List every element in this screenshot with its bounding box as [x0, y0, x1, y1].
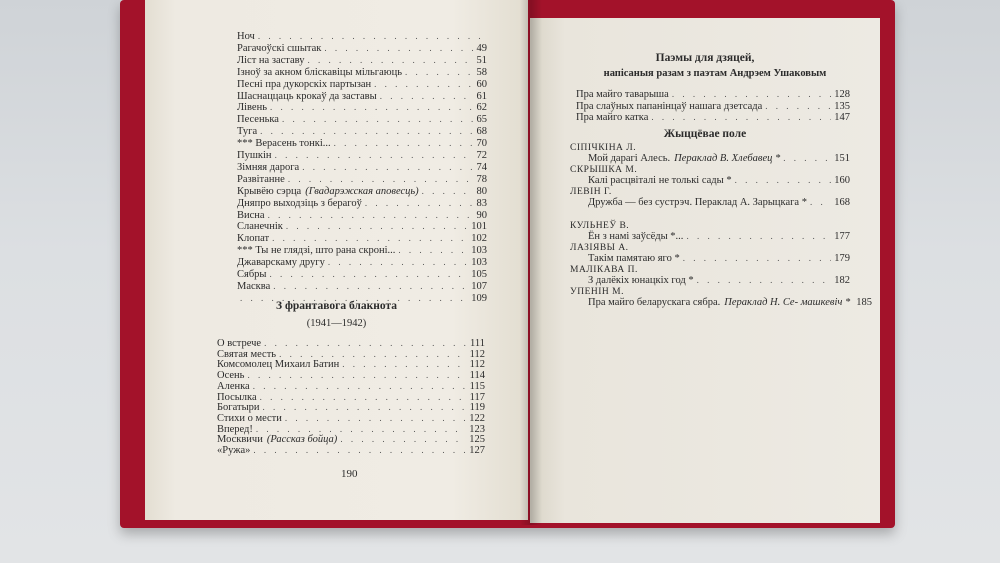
toc-entry-page: 72: [476, 150, 487, 161]
toc-entry-title: Вперед!: [217, 423, 253, 435]
section2-title: Жыццёвае поле: [663, 128, 747, 140]
toc-entry-page: 109: [471, 292, 487, 304]
toc-entry-page: 103: [471, 257, 487, 269]
toc-entry-note: (Гвадарэжская аповесць): [305, 185, 419, 197]
leader-dots: [268, 209, 474, 221]
leader-dots: [672, 88, 831, 100]
toc-entry-note: (Рассказ бойца): [266, 434, 338, 446]
author-name: СІПІЧКІНА Л.: [570, 143, 637, 153]
leader-dots: [302, 161, 473, 173]
leader-dots: [275, 149, 474, 161]
toc-entry-title: Джаварскаму другу: [237, 257, 325, 269]
toc-entry-page: 128: [834, 89, 850, 100]
toc-entry-title: Пушкін: [237, 150, 272, 161]
page-number: 190: [341, 468, 358, 480]
leader-dots: [308, 54, 474, 66]
leader-dots: [810, 196, 831, 208]
leader-dots: [405, 66, 473, 78]
toc-entry-page: 60: [476, 78, 487, 90]
toc-entry-page: 103: [471, 245, 487, 257]
leader-dots: [282, 113, 474, 125]
left-page: [145, 0, 528, 520]
toc-entry-title: Клопат: [237, 233, 270, 245]
toc-entry-page: 51: [476, 54, 487, 66]
toc-entry-note: Пераклад Н. Се- машкевіч *: [724, 297, 851, 308]
leader-dots: [765, 100, 831, 112]
toc-entry-page: 123: [469, 423, 485, 435]
toc-entry-title: Пра майго катка: [576, 112, 649, 123]
toc-entry-title: Зімняя дарога: [237, 161, 300, 173]
author-name: УПЕНІН М.: [570, 287, 624, 297]
toc-entry-title: Пра майго беларускага сябра.: [588, 297, 721, 308]
toc-entry-page: 102: [471, 233, 487, 245]
toc-entry-page: 177: [834, 231, 850, 242]
leader-dots: [398, 244, 468, 256]
toc-entry-page: 107: [471, 280, 487, 292]
leader-dots: [258, 30, 484, 42]
toc-entry-page: 135: [834, 100, 850, 112]
toc-entry-title: Сланечнік: [237, 221, 283, 233]
toc-entry-title: Ізноў за акном бліскавіцы мільгаюць: [237, 66, 403, 78]
toc-entry-page: 78: [476, 173, 487, 185]
leader-dots: [273, 280, 468, 292]
toc-entry-page: 65: [476, 114, 487, 126]
leader-dots: [324, 42, 473, 54]
toc-entry-title: Дружба — без сустрэч. Пераклад А. Зарыцкага *: [588, 197, 807, 208]
toc-entry-title: *** Ты не глядзі, што рана скроні...: [237, 245, 396, 257]
toc-entry-note: Пераклад В. Хлебавец *: [674, 153, 781, 164]
toc-entry-title: Масква: [237, 280, 271, 292]
toc-entry-title: Пра слаўных папанінцаў нашага дзетсада: [576, 100, 763, 112]
leader-dots: [422, 185, 474, 197]
toc-entry-title: Такім памятаю яго *: [588, 253, 680, 264]
book-spine-shadow: [520, 0, 542, 525]
section-title: З франтавога блакнота: [276, 300, 397, 312]
leader-dots: [253, 444, 466, 456]
toc-entry-page: 179: [834, 253, 850, 264]
author-name: ЛАЗІЯВЫ А.: [570, 243, 629, 253]
toc-entry: [588, 174, 850, 187]
toc-entry-page: 49: [476, 42, 487, 54]
toc-entry-page: 185: [856, 297, 872, 308]
leader-dots: [270, 101, 473, 113]
leader-dots: [697, 274, 832, 286]
toc-entry-title: Сябры: [237, 269, 267, 280]
leader-dots: [735, 174, 832, 186]
toc-entry-title: Развітанне: [237, 173, 285, 185]
toc-entry-page: 83: [476, 197, 487, 209]
toc-entry-title: Осень: [217, 370, 245, 382]
author-name: ЛЕВІН Г.: [570, 187, 612, 197]
toc-entry-title: Шаснаццаць крокаў да заставы: [237, 90, 377, 102]
toc-entry: [588, 274, 850, 287]
toc-entry: [588, 296, 872, 309]
toc-entry-title: Ліст на заставу: [237, 54, 305, 66]
toc-entry-title: *** Верасень тонкі...: [237, 138, 331, 150]
leader-dots: [651, 111, 831, 123]
section1-title-line1: Паэмы для дзяцей,: [655, 52, 755, 64]
toc-entry: [588, 196, 850, 209]
section1-title-line2: напісаныя разам з паэтам Андрэем Ушаковым: [603, 68, 827, 79]
leader-dots: [374, 78, 473, 90]
toc-entry-page: 160: [834, 175, 850, 186]
toc-entry-title: Москвичи: [217, 434, 263, 446]
toc-entry-title: Мой дарагі Алесь.: [588, 153, 671, 164]
toc-entry-page: 127: [469, 445, 485, 456]
toc-entry-title: Рагачоўскі сшытак: [237, 42, 322, 54]
toc-entry-title: Аленка: [217, 380, 250, 392]
toc-entry-page: 61: [476, 90, 487, 102]
toc-entry-title: «Ружа»: [217, 445, 251, 456]
right-page: [530, 18, 880, 523]
toc-entry-page: 151: [834, 153, 850, 164]
toc-entry-title: Дняпро выходзіць з берагоў: [237, 197, 362, 209]
toc-entry-title: З далёкіх юнацкіх год *: [588, 275, 694, 286]
toc-entry-page: 182: [834, 275, 850, 286]
leader-dots: [328, 256, 468, 268]
toc-entry-title: Ноч: [237, 31, 255, 42]
toc-entry-page: 115: [469, 380, 485, 392]
toc-entry-page: 68: [476, 126, 487, 138]
author-name: КУЛЬНЕЎ В.: [570, 221, 630, 231]
toc-entry-page: 62: [476, 102, 487, 114]
toc-entry-title: Песні пра дукорскіх партызан: [237, 78, 372, 90]
leader-dots: [286, 220, 468, 232]
toc-entry-page: 168: [834, 197, 850, 208]
toc-entry-page: 112: [469, 348, 485, 360]
leader-dots: [269, 268, 468, 280]
toc-entry-page: 112: [469, 359, 485, 371]
leader-dots: [783, 152, 831, 164]
author-name: МАЛІКАВА П.: [570, 265, 638, 275]
leader-dots: [260, 125, 473, 137]
toc-entry-page: 111: [470, 338, 485, 349]
toc-entry-page: 90: [476, 209, 487, 221]
toc-entry-page: 114: [469, 370, 485, 382]
toc-entry-title: Ён з намі заўсёды *...: [588, 231, 684, 242]
toc-entry-title: Стихи о мести: [217, 412, 282, 424]
toc-entry-title: Крывёю сэрца: [237, 185, 302, 197]
toc-entry-page: 125: [469, 434, 485, 446]
leader-dots: [334, 137, 474, 149]
toc-entry-title: Калі расцвіталі не толькі сады *: [588, 175, 732, 186]
toc-entry-title: Висна: [237, 209, 265, 221]
toc-entry-page: 74: [476, 161, 487, 173]
toc-entry-page: 119: [469, 402, 485, 414]
leader-dots: [365, 197, 474, 209]
toc-entry-title: Святая месть: [217, 348, 277, 360]
toc-entry-page: 117: [469, 391, 485, 403]
toc-entry-title: Посылка: [217, 391, 257, 403]
leader-dots: [288, 173, 474, 185]
toc-entry-title: Богатыри: [217, 402, 260, 414]
toc-entry-page: 58: [476, 66, 487, 78]
toc-entry-page: 70: [476, 138, 487, 150]
toc-entry-title: Туга: [237, 126, 258, 138]
section-years: (1941—1942): [306, 318, 367, 329]
toc-entry-page: 105: [471, 269, 487, 280]
leader-dots: [380, 90, 474, 102]
author-name: СКРЫШКА М.: [570, 165, 638, 175]
toc-entry-page: 122: [469, 412, 485, 424]
leader-dots: [683, 252, 832, 264]
leader-dots: [686, 230, 831, 242]
toc-entry: [576, 111, 850, 124]
toc-entry-title: Пра майго таварыша: [576, 89, 669, 100]
toc-entry-title: О встрече: [217, 338, 262, 349]
leader-dots: [272, 232, 468, 244]
toc-entry: [217, 444, 485, 457]
toc-entry-title: Комсомолец Михаил Батин: [217, 359, 340, 371]
toc-entry-title: Песенька: [237, 114, 279, 126]
toc-entry-page: 80: [476, 185, 487, 197]
toc-entry-page: 101: [471, 221, 487, 233]
toc-entry-page: 147: [834, 112, 850, 123]
toc-entry-title: Лівень: [237, 102, 268, 114]
